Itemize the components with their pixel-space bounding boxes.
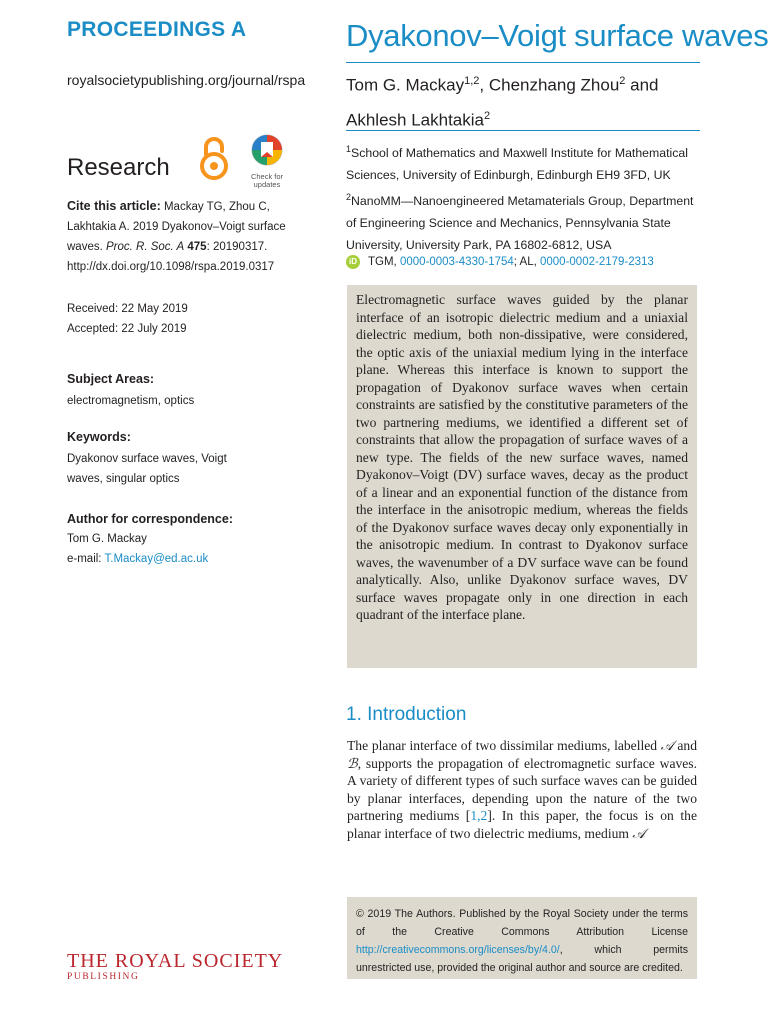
accepted-date: Accepted: 22 July 2019 [67,323,187,335]
keywords-value: Dyakonov surface waves, Voigt waves, singular optics [67,453,227,485]
cite-text: Mackay TG, Zhou C, Lakhtakia A. 2019 Dyakonov–Voigt surface waves. [67,201,286,253]
correspondence-email: e-mail: T.Mackay@ed.ac.uk [67,553,209,565]
orcid-link-1[interactable]: 0000-0003-4330-1754 [399,256,514,269]
license-box: © 2019 The Authors. Published by the Royal Society under the terms of the Creative Commons Attribution License http://creativecommons.org/licenses/by/4.0/, which permits unrestricted use, provided the original author and source are credited. [347,897,697,979]
license-link[interactable]: http://creativecommons.org/licenses/by/4.0/ [356,944,560,956]
email-link[interactable]: T.Mackay@ed.ac.uk [104,553,209,565]
orcid-line: iD TGM, 0000-0003-4330-1754; AL, 0000-0002-2179-2313 [346,255,654,269]
citation [67,196,287,277]
affiliation-2: $^2$NanoMM—Nanoengineered Metamaterials Group, Department of Engineering Science and Mechanics, Pennsylvania State University, University Park, PA 16802-6812, USA [346,192,694,253]
correspondence-name: Tom G. Mackay [67,533,147,545]
open-access-icon [194,133,234,183]
cite-pages: : 20190317. [206,241,268,253]
cite-journal: Proc. R. Soc. A [106,241,185,253]
orcid-link-2[interactable]: 0000-0002-2179-2313 [540,256,654,269]
subject-value: electromagnetism, optics [67,395,195,407]
reference-link[interactable]: 1,2 [470,808,488,823]
dates [67,299,287,339]
royal-society-logo [67,950,283,983]
section-heading-introduction: 1. Introduction [346,704,467,725]
authors-rule [346,130,700,131]
journal-name: PROCEEDINGS A [67,18,247,41]
check-for-updates-label: Check for updates [250,172,284,189]
orcid-icon: iD [346,255,360,269]
received-date: Received: 22 May 2019 [67,303,188,315]
check-updates-badge-icon [250,133,284,167]
cite-label: Cite this article: [67,199,161,213]
publisher-name: THE ROYAL SOCIETY [67,950,284,972]
check-for-updates-icon[interactable] [244,133,290,189]
article-type: Research [67,154,170,181]
correspondence-label: Author for correspondence: [67,512,233,526]
subject-label: Subject Areas: [67,372,155,386]
correspondence [67,509,287,569]
keywords-label: Keywords: [67,430,131,444]
cite-doi[interactable]: http://dx.doi.org/10.1098/rspa.2019.0317 [67,261,275,273]
introduction-text: The planar interface of two dissimilar mediums, labelled 𝒜 and ℬ, supports the propagation of electromagnetic surface waves. A variety of different types of such surface waves can be guided by planar interfaces, depending upon the nature of the two partnering mediums [1,2]. In this paper, the focus is on the planar interface of two dielectric mediums, medium 𝒜 [347,738,697,841]
affiliations [346,138,706,256]
abstract: Electromagnetic surface waves guided by the planar interface of an isotropic dielectric medium and a uniaxial dielectric medium, both non-dissipative, were considered, the optic axis of the uniaxial medium lying in the interface plane. Whereas this interface is known to support the propagation of Dyakonov surface waves when certain constraints are satisfied by the constitutive parameters of the two partnering mediums, we identified a different set of constraints that allow the propagation of surface waves of a new type. The fields of the new surface waves, named Dyakonov–Voigt (DV) surface waves, decay as the product of a linear and an exponential function of the distance from the interface in the anisotropic medium, whereas the fields of the Dyakonov surface waves decay only exponentially in the anisotropic medium. In contrast to Dyakonov surface waves, the wavenumber of a DV surface wave can be found analytically. Also, unlike Dyakonov surface waves, DV surface waves propagate only in one direction in each quadrant of the interface plane. [347,285,697,668]
article-title: Dyakonov–Voigt surface waves [346,18,768,53]
affiliation-1: $^1$School of Mathematics and Maxwell Institute for Mathematical Sciences, University of Edinburgh, Edinburgh EH9 3FD, UK [346,144,688,183]
subject-areas [67,369,287,411]
journal-url[interactable]: royalsocietypublishing.org/journal/rspa [67,72,306,88]
cite-volume: 475 [187,241,207,253]
publisher-sub: PUBLISHING [67,972,140,982]
keywords [67,427,257,489]
author-list: Tom G. Mackay$^{1,2}$, Chenzhang Zhou$^2$ and Akhlesh Lakhtakia$^2$ [346,75,659,130]
title-rule [346,62,700,63]
